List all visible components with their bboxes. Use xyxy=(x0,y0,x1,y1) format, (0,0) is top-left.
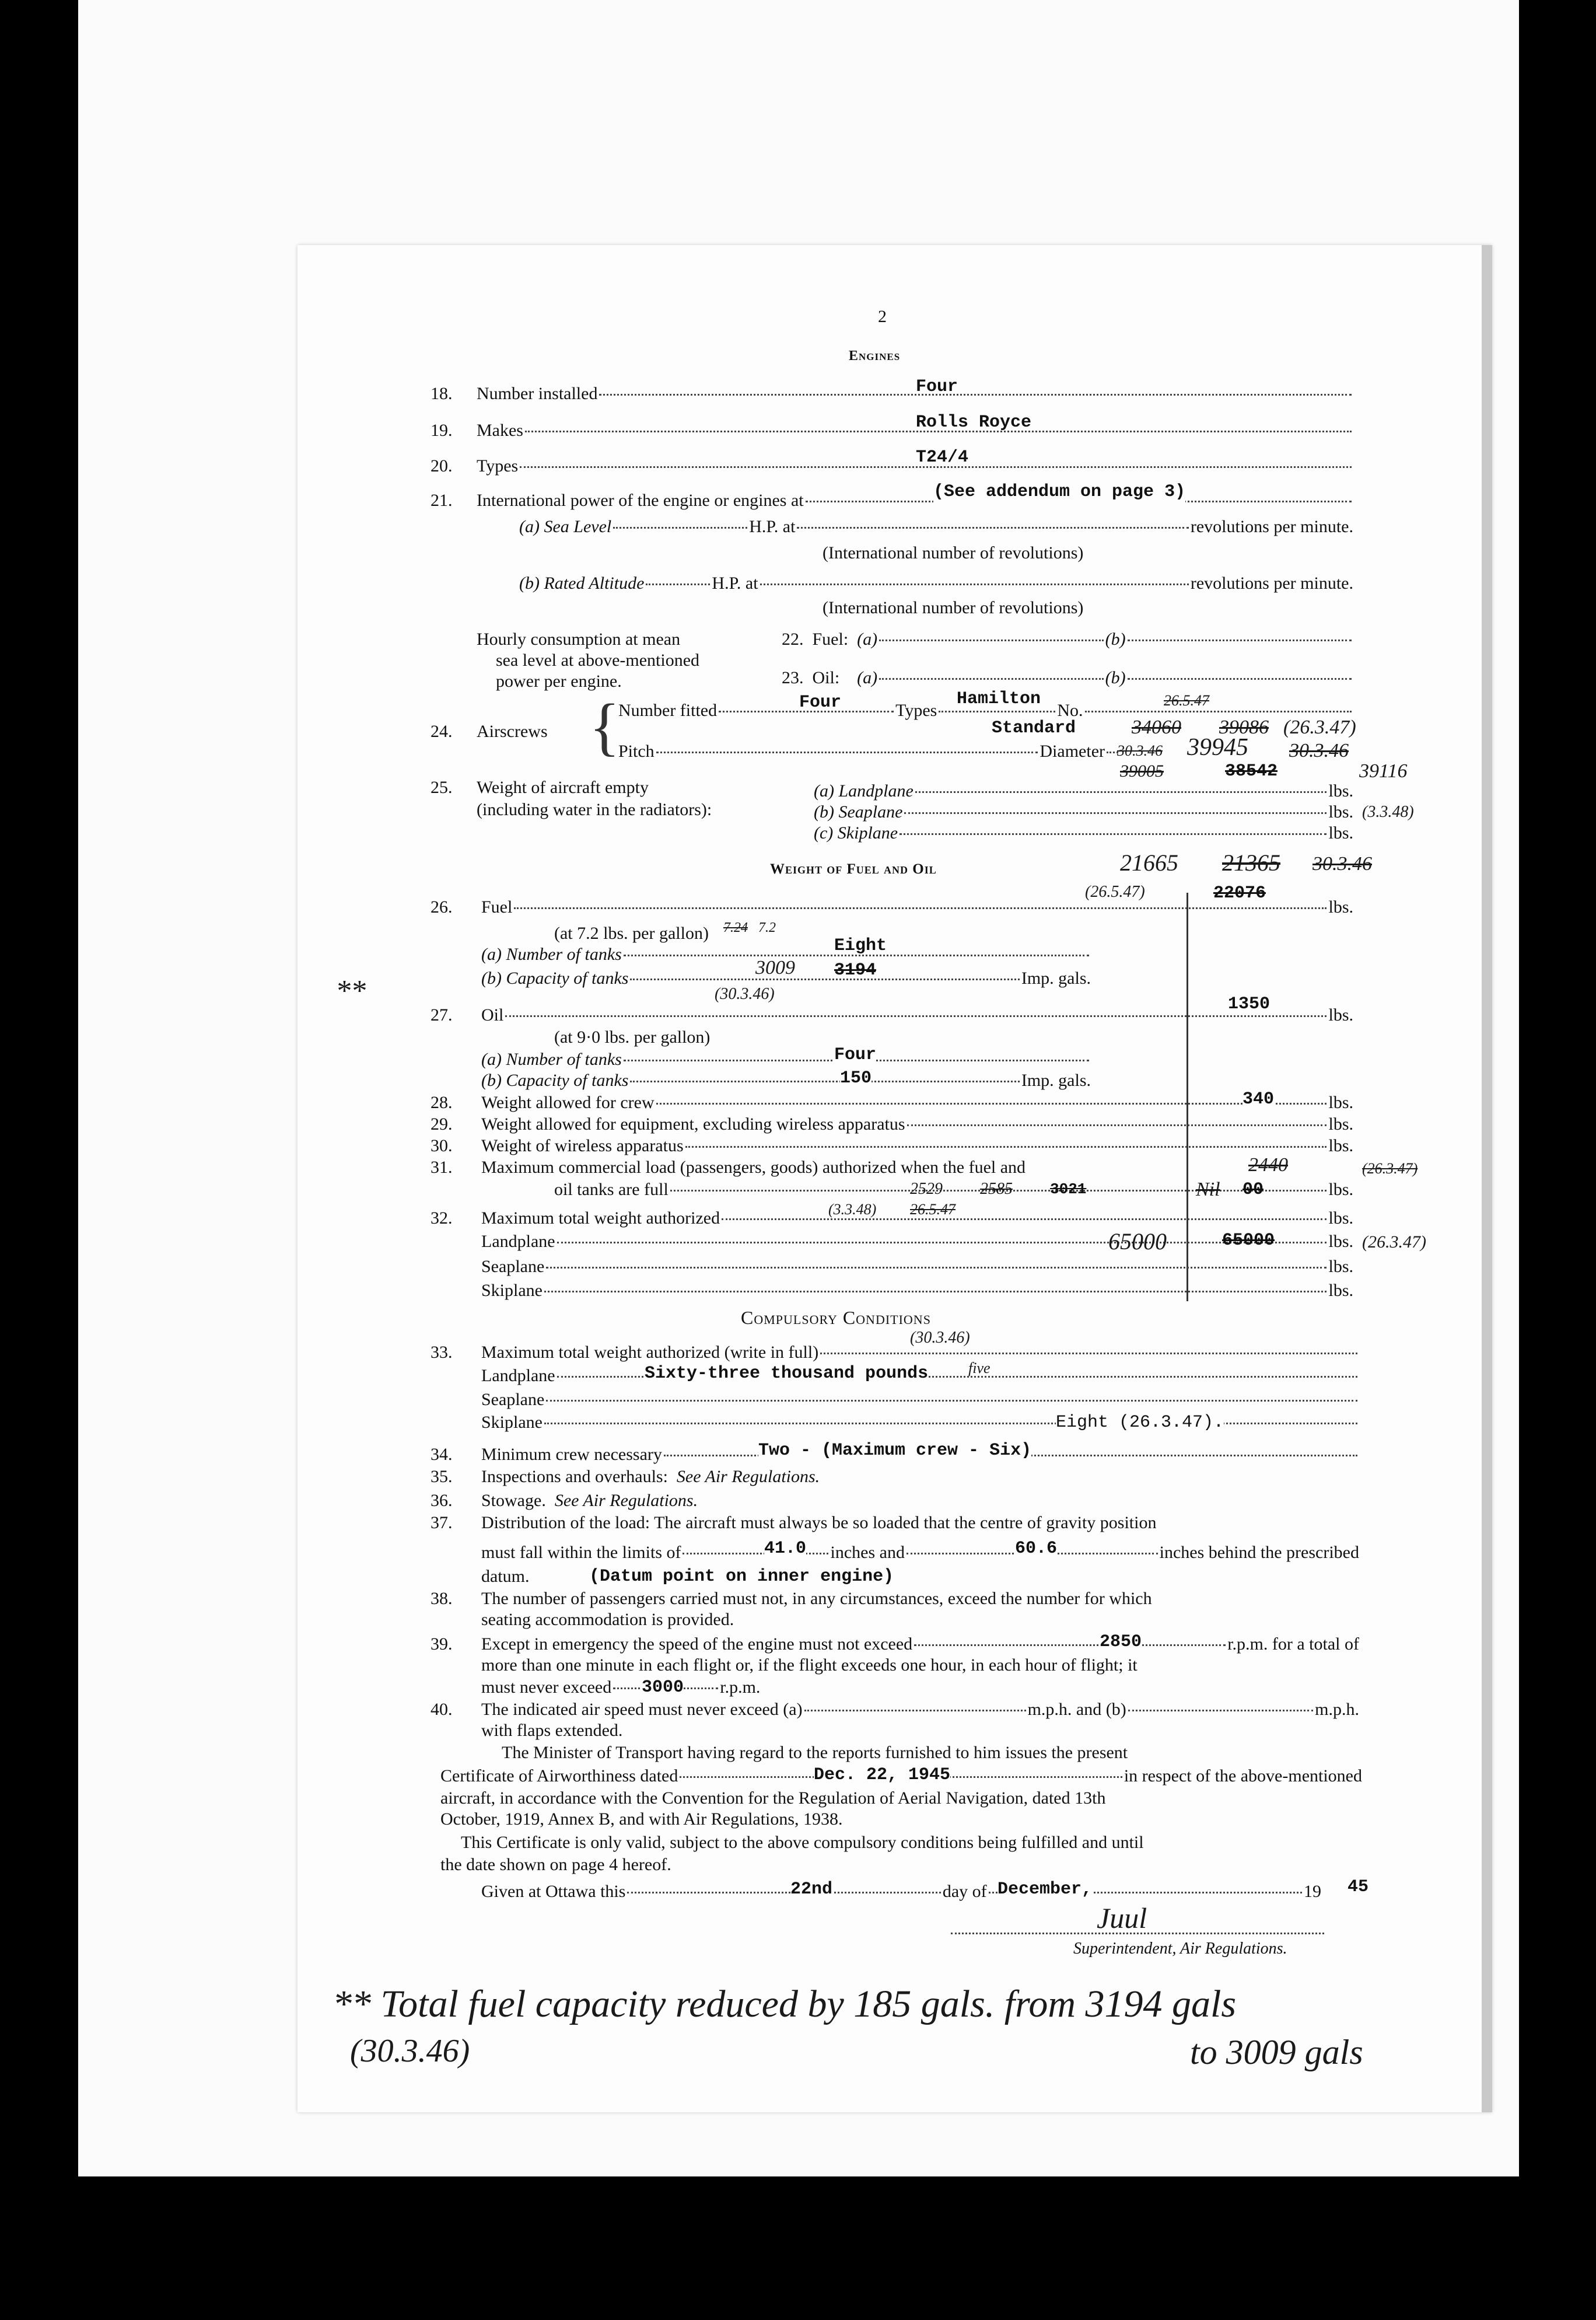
label: Oil xyxy=(481,1005,504,1025)
typed-struck: 38542 xyxy=(1225,761,1278,781)
row-c40 xyxy=(481,1699,1359,1720)
row-given-at xyxy=(481,1881,1321,1902)
row-equipment-weight xyxy=(481,1114,1353,1135)
label: Types xyxy=(477,456,519,476)
typed-struck: 22076 xyxy=(1213,883,1266,903)
label: See Air Regulations. xyxy=(676,1467,820,1486)
label: lbs. xyxy=(1328,1136,1353,1155)
label: (a) Number of tanks xyxy=(481,945,622,964)
row-c37-limits xyxy=(481,1542,1359,1563)
label: 19 xyxy=(1304,1882,1322,1901)
label: r.p.m. xyxy=(720,1678,761,1697)
datum-value: (Datum point on inner engine) xyxy=(589,1567,894,1587)
handwritten-struck: (26.3.47) xyxy=(1362,1160,1418,1177)
row-rated-altitude xyxy=(519,573,1353,594)
item-number: 20. xyxy=(430,456,453,476)
label: Seaplane xyxy=(481,1390,545,1409)
row-landplane-empty xyxy=(814,781,1353,802)
handwritten-struck: 34060 xyxy=(1132,717,1181,738)
label: (a) Sea Level xyxy=(519,517,612,536)
row-seaplane-empty xyxy=(814,802,1353,823)
fuel-tanks-value: Eight xyxy=(834,936,887,956)
signature: Juul xyxy=(1097,1902,1147,1934)
label: (c) Skiplane xyxy=(814,823,898,843)
item-number: 36. xyxy=(430,1491,453,1510)
label: with flaps extended. xyxy=(481,1721,623,1740)
signer-title: Superintendent, Air Regulations. xyxy=(1073,1940,1287,1958)
label: Skiplane xyxy=(481,1413,542,1432)
label: power per engine. xyxy=(496,672,622,691)
item-number: 33. xyxy=(430,1343,453,1362)
handwritten-footnote-date: (30.3.46) xyxy=(350,2033,470,2069)
item-number: 34. xyxy=(430,1445,453,1464)
item-number: 40. xyxy=(430,1700,453,1719)
label: Weight allowed for equipment, excluding wireless apparatus xyxy=(481,1114,905,1134)
handwritten-date: (3.3.48) xyxy=(1362,803,1414,821)
label: Maximum commercial load (passengers, goods) authorized when the fuel and xyxy=(481,1158,1026,1177)
row-sea-level xyxy=(519,516,1353,537)
row-c39-never xyxy=(481,1677,760,1698)
label: Fuel xyxy=(481,897,513,917)
label: Skiplane xyxy=(481,1281,542,1300)
label: revolutions per minute. xyxy=(1190,517,1353,536)
label: lbs. xyxy=(1328,1114,1353,1134)
section-heading-engines: Engines xyxy=(849,348,901,364)
label: inches and xyxy=(830,1543,905,1562)
certificate-text: This Certificate is only valid, subject to the above compulsory conditions being fulfilled and until xyxy=(461,1833,1144,1852)
label: Maximum total weight authorized xyxy=(481,1208,720,1228)
row-fuel-weight xyxy=(481,897,1353,918)
handwritten-value: 65000 xyxy=(1108,1228,1167,1255)
label: in respect of the above-mentioned xyxy=(1124,1766,1362,1786)
label: International power of the engine or engines at xyxy=(477,491,804,510)
label: lbs. xyxy=(1328,1208,1353,1228)
label: (b) xyxy=(1105,630,1126,649)
row-c36 xyxy=(481,1490,698,1511)
given-day-value: 22nd xyxy=(790,1879,833,1899)
row-c39 xyxy=(481,1634,1359,1655)
row-international-power xyxy=(477,490,1353,511)
handwritten-struck: 2585 xyxy=(980,1180,1013,1198)
label: lbs. xyxy=(1328,823,1353,843)
handwritten-struck: 39086 xyxy=(1219,717,1269,738)
row-c35 xyxy=(481,1466,820,1487)
row-c33-seaplane xyxy=(481,1389,1359,1410)
label: (b) Capacity of tanks xyxy=(481,969,629,988)
row-oil-consumption xyxy=(782,668,1353,689)
label: H.P. at xyxy=(749,517,796,536)
label: Seaplane xyxy=(481,1257,545,1276)
label: Landplane xyxy=(481,1366,555,1385)
item-number: 26. xyxy=(430,897,453,917)
typed-struck: 65000 xyxy=(1222,1231,1275,1250)
item-number: 28. xyxy=(430,1093,453,1112)
item-number: 30. xyxy=(430,1136,453,1155)
label: Distribution of the load: The aircraft must always be so loaded that the centre of gravity position xyxy=(481,1513,1157,1532)
brace-icon: { xyxy=(589,691,620,762)
page-number: 2 xyxy=(878,307,887,326)
item-number: 38. xyxy=(430,1589,453,1608)
engines-number-value: Four xyxy=(916,377,958,397)
label: Airscrews xyxy=(477,722,548,741)
handwritten-date: (26.5.47) xyxy=(1085,883,1145,901)
cg-limit-aft: 60.6 xyxy=(1015,1539,1058,1559)
handwritten-date: (26.3.47) xyxy=(1283,717,1356,738)
label: Number installed xyxy=(477,384,598,403)
row-max-total xyxy=(481,1208,1353,1229)
label: lbs. xyxy=(1328,1281,1353,1300)
handwritten-struck: 30.3.46 xyxy=(1289,740,1349,761)
typed-struck: 3021 xyxy=(1050,1180,1087,1198)
engines-types-value: T24/4 xyxy=(916,448,969,467)
oil-tanks-value: Four xyxy=(834,1045,877,1065)
item-number: 29. xyxy=(430,1114,453,1134)
label: lbs. xyxy=(1328,1257,1353,1276)
label: datum. xyxy=(481,1567,530,1586)
label: See Air Regulations. xyxy=(554,1491,698,1510)
label: Makes xyxy=(477,421,523,440)
label: Imp. gals. xyxy=(1021,969,1091,988)
label: day of xyxy=(942,1882,987,1901)
handwritten-date: (30.3.46) xyxy=(715,985,775,1003)
label: Types xyxy=(895,701,937,720)
item-number: 23. xyxy=(782,668,804,687)
item-number: 19. xyxy=(430,421,453,440)
label: Stowage. xyxy=(481,1491,546,1510)
engines-makes-value: Rolls Royce xyxy=(916,413,1032,432)
item-number: 35. xyxy=(430,1467,453,1486)
label: Weight of wireless apparatus xyxy=(481,1136,684,1155)
row-c33 xyxy=(481,1342,1359,1363)
handwritten-date: (3.3.48) xyxy=(828,1201,877,1218)
row-max-skiplane xyxy=(481,1280,1353,1301)
label: The indicated air speed must never exceed (a) xyxy=(481,1700,803,1719)
label: (including water in the radiators): xyxy=(477,800,712,819)
label: r.p.m. for a total of xyxy=(1227,1634,1359,1654)
label: lbs. xyxy=(1328,1005,1353,1025)
label: Fuel: xyxy=(812,630,849,649)
handwritten-struck: 26.5.47 xyxy=(1164,692,1209,709)
typed-struck: 00 xyxy=(1242,1180,1264,1200)
label: (a) xyxy=(857,630,878,649)
item-number: 21. xyxy=(430,491,453,510)
row-commercial-load xyxy=(554,1179,1353,1200)
label: Imp. gals. xyxy=(1021,1071,1091,1090)
engines-power-value: (See addendum on page 3) xyxy=(933,482,1186,502)
label: Certificate of Airworthiness dated xyxy=(440,1766,678,1786)
label: revolutions per minute. xyxy=(1190,574,1353,593)
row-fuel-consumption xyxy=(782,629,1353,650)
handwritten-value: 2529 xyxy=(910,1180,943,1198)
label: H.P. at xyxy=(712,574,758,593)
label: (a) xyxy=(857,668,878,687)
label: Maximum total weight authorized (write in full) xyxy=(481,1343,819,1362)
label: must fall within the limits of xyxy=(481,1543,681,1562)
label: Number fitted xyxy=(618,701,718,720)
row-types xyxy=(477,456,1353,477)
section-heading-compulsory: Compulsory Conditions xyxy=(741,1307,931,1328)
item-number: 22. xyxy=(782,630,804,649)
handwritten-struck: 39005 xyxy=(1120,761,1164,781)
label: Minimum crew necessary xyxy=(481,1445,662,1464)
label: (b) Capacity of tanks xyxy=(481,1071,629,1090)
row-c33-skiplane xyxy=(481,1412,1359,1433)
label: must never exceed xyxy=(481,1678,612,1697)
label: lbs. xyxy=(1328,1180,1353,1199)
label: lbs. xyxy=(1328,1093,1353,1112)
typed-struck: 3194 xyxy=(834,960,877,980)
oil-capacity-value: 150 xyxy=(840,1068,872,1088)
handwritten-value: 39116 xyxy=(1359,760,1408,782)
label: lbs. xyxy=(1328,781,1353,801)
row-crew-weight xyxy=(481,1092,1353,1113)
certificate-text: The Minister of Transport having regard to the reports furnished to him issues the present xyxy=(502,1743,1128,1762)
max-weight-words-value: Sixty-three thousand pounds xyxy=(645,1364,929,1383)
label: The number of passengers carried must not, in any circumstances, exceed the number for which xyxy=(481,1589,1152,1608)
handwritten-value: 39945 xyxy=(1187,734,1248,761)
label: (b) Rated Altitude xyxy=(519,574,645,593)
item-number: 25. xyxy=(430,778,453,797)
handwritten-struck: 30.3.46 xyxy=(1312,853,1372,875)
handwritten-struck: 21365 xyxy=(1222,850,1280,876)
label: Inspections and overhauls: xyxy=(481,1467,668,1486)
handwritten-value: 7.2 xyxy=(758,920,776,935)
crew-weight-value: 340 xyxy=(1242,1089,1275,1109)
label: oil tanks are full xyxy=(554,1180,668,1199)
row-oil-capacity xyxy=(481,1070,1091,1091)
handwritten-value: 21665 xyxy=(1120,850,1178,876)
row-makes xyxy=(477,420,1353,441)
handwritten-struck: Nil xyxy=(1196,1179,1220,1200)
certificate-date-value: Dec. 22, 1945 xyxy=(814,1765,951,1785)
label: m.p.h. and (b) xyxy=(1027,1700,1126,1719)
handwritten-correction: five xyxy=(968,1360,991,1376)
label: Diameter xyxy=(1040,742,1105,761)
section-heading-fuel-oil: Weight of Fuel and Oil xyxy=(770,861,937,877)
label: more than one minute in each flight or, if the flight exceeds one hour, in each hour of flight; it xyxy=(481,1655,1138,1675)
item-number: 18. xyxy=(430,384,453,403)
crew-amendment: Eight (26.3.47). xyxy=(1056,1413,1224,1432)
label: (International number of revolutions) xyxy=(822,543,1084,562)
label: No. xyxy=(1057,701,1083,720)
label: inches behind the prescribed xyxy=(1159,1543,1359,1562)
handwritten-footnote: to 3009 gals xyxy=(1190,2033,1363,2071)
item-number: 32. xyxy=(430,1208,453,1228)
label: (b) Seaplane xyxy=(814,802,903,822)
label: Weight of aircraft empty xyxy=(477,778,649,797)
row-number-installed xyxy=(477,383,1353,404)
row-oil-tanks xyxy=(481,1049,1091,1070)
handwritten-struck: 30.3.46 xyxy=(1117,742,1163,759)
label: Pitch xyxy=(618,742,654,761)
label: (a) Landplane xyxy=(814,781,914,801)
row-wireless-weight xyxy=(481,1135,1353,1156)
handwritten-date: (26.3.47) xyxy=(1362,1232,1426,1252)
row-max-seaplane xyxy=(481,1256,1353,1277)
never-exceed-rpm-value: 3000 xyxy=(642,1678,684,1697)
handwritten-struck: 26.5.47 xyxy=(910,1201,956,1218)
handwritten-struck: 7.24 xyxy=(723,920,748,935)
item-number: 37. xyxy=(430,1513,453,1532)
label: Weight allowed for crew xyxy=(481,1093,654,1112)
handwritten-footnote: ** Total fuel capacity reduced by 185 gals. from 3194 gals xyxy=(332,1983,1237,2025)
oil-rate-label: (at 9·0 lbs. per gallon) xyxy=(554,1028,710,1047)
item-number: 31. xyxy=(430,1158,453,1177)
label: Given at Ottawa this xyxy=(481,1882,626,1901)
row-oil-weight xyxy=(481,1005,1353,1026)
label: seating accommodation is provided. xyxy=(481,1610,734,1629)
label: (b) xyxy=(1105,668,1126,687)
min-crew-value: Two - (Maximum crew - Six) xyxy=(758,1441,1032,1461)
label: Oil: xyxy=(812,668,840,687)
handwritten-value: 3009 xyxy=(755,957,795,979)
max-rpm-value: 2850 xyxy=(1100,1632,1142,1652)
handwritten-struck: 2440 xyxy=(1248,1154,1288,1176)
certificate-text: the date shown on page 4 hereof. xyxy=(440,1855,671,1874)
oil-weight-value: 1350 xyxy=(1228,994,1270,1014)
label: lbs. xyxy=(1328,897,1353,917)
label: lbs. xyxy=(1328,802,1353,822)
item-number: 39. xyxy=(430,1634,453,1654)
certificate-text: aircraft, in accordance with the Convention for the Regulation of Aerial Navigation, dated 13th xyxy=(440,1788,1106,1808)
label: sea level at above-mentioned xyxy=(496,651,700,670)
label: Landplane xyxy=(481,1232,555,1251)
fuel-rate-label: (at 7.2 lbs. per gallon) xyxy=(554,924,709,943)
label: Except in emergency the speed of the engine must not exceed xyxy=(481,1634,913,1654)
row-skiplane-empty xyxy=(814,823,1353,844)
given-month-value: December, xyxy=(998,1879,1093,1899)
label: Hourly consumption at mean xyxy=(477,630,681,649)
row-airscrews-pitch xyxy=(618,741,1120,762)
label: (a) Number of tanks xyxy=(481,1050,622,1069)
item-number: 27. xyxy=(430,1005,453,1025)
airscrews-type-value: Hamilton xyxy=(957,689,1041,709)
airscrews-type-value: Standard xyxy=(992,718,1076,738)
airscrews-number-value: Four xyxy=(799,693,842,712)
item-number: 24. xyxy=(430,722,453,741)
margin-asterisks: ** xyxy=(335,974,366,1008)
given-year-value: 45 xyxy=(1348,1877,1369,1897)
label: lbs. xyxy=(1328,1232,1353,1251)
label: (International number of revolutions) xyxy=(822,598,1084,617)
handwritten-date: (30.3.46) xyxy=(910,1329,970,1347)
cg-limit-forward: 41.0 xyxy=(764,1539,807,1559)
certificate-text: October, 1919, Annex B, and with Air Regulations, 1938. xyxy=(440,1809,843,1829)
label: m.p.h. xyxy=(1315,1700,1359,1719)
